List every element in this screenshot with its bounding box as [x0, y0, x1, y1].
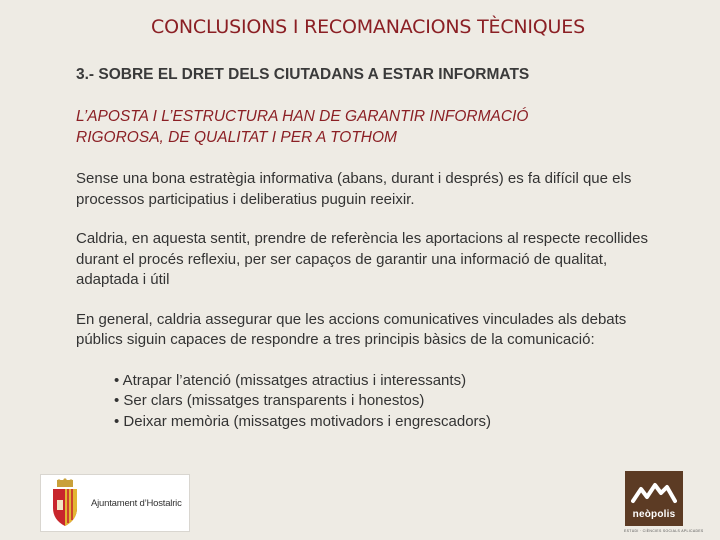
coat-of-arms-icon	[45, 478, 85, 528]
subheading	[76, 106, 656, 148]
paragraph-3: En general, caldria assegurar que les accions comunicatives vinculades als debats públics siguin capaces de respondre a tres principis bàsics de la comunicació:	[76, 310, 627, 348]
section-heading: 3.- SOBRE EL DRET DELS CIUTADANS A ESTAR INFORMATS	[76, 66, 530, 83]
paragraph-2: Caldria, en aquesta sentit, prendre de referència les aportacions al respecte recollides durant el procés reflexiu, per ser capaços de garantir una informació de qualitat, adaptada i útil	[76, 230, 648, 288]
ajuntament-name: Ajuntament d’Hostalric	[91, 497, 182, 509]
list-item: • Ser clars (missatges transparents i honestos)	[114, 391, 656, 412]
list-item: • Deixar memòria (missatges motivadors i engrescadors)	[114, 412, 656, 433]
subheading-line-1: L’APOSTA I L’ESTRUCTURA HAN DE GARANTIR INFORMACIÓ	[76, 108, 529, 125]
list-item: • Atrapar l’atenció (missatges atractius i interessants)	[114, 371, 656, 392]
neopolis-tagline: ESTUDI · CIÈNCIES SOCIALS APLICADES	[624, 529, 704, 533]
neopolis-mark-icon	[631, 479, 677, 505]
neopolis-logo	[625, 471, 683, 526]
principles-list	[114, 371, 656, 433]
subheading-line-2: RIGOROSA, DE QUALITAT I PER A TOTHOM	[76, 129, 397, 146]
neopolis-wordmark: neòpolis	[632, 509, 676, 520]
page-title: CONCLUSIONS I RECOMANACIONS TÈCNIQUES	[151, 16, 585, 38]
paragraph-1: Sense una bona estratègia informativa (abans, durant i després) es fa difícil que els processos participatius i deliberatius puguin reeixir.	[76, 170, 632, 208]
ajuntament-logo	[40, 474, 190, 532]
main-content	[76, 66, 656, 432]
